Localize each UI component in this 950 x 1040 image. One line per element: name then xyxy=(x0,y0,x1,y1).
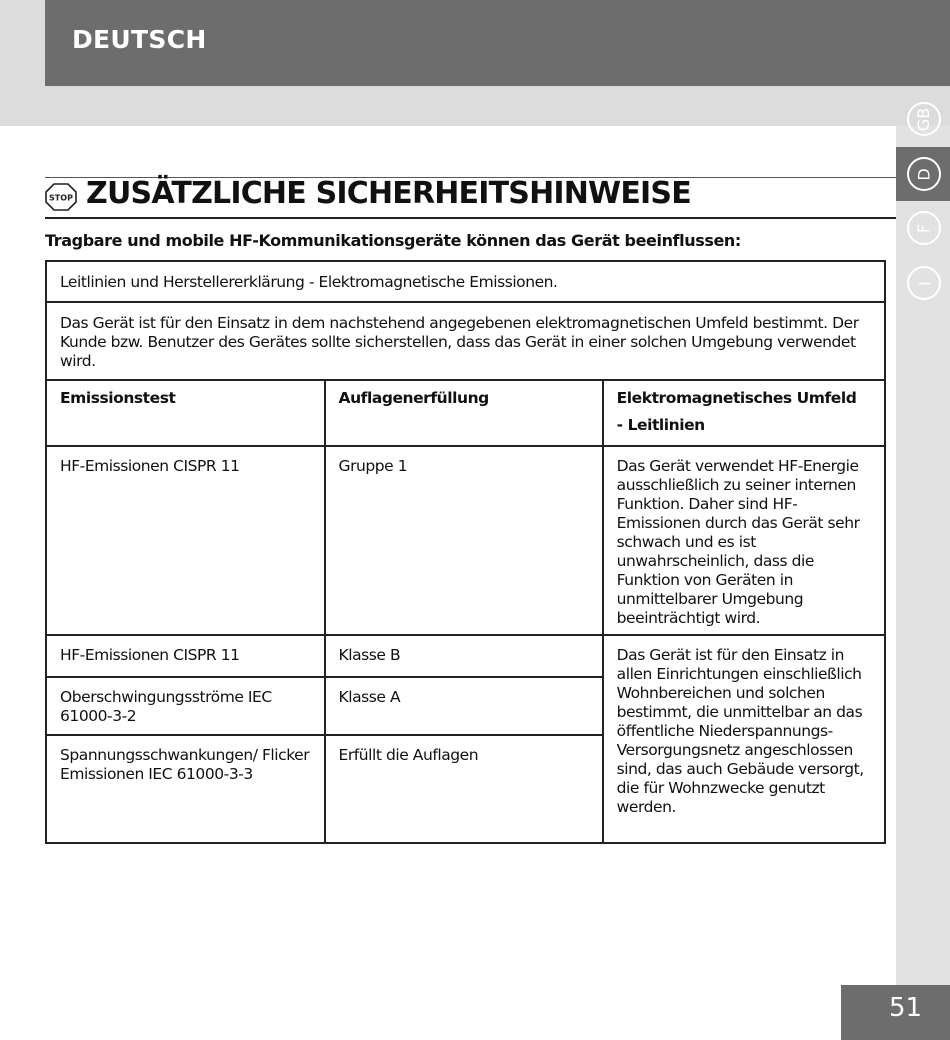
tab-d[interactable]: D xyxy=(907,157,941,191)
tab-gb[interactable]: GB xyxy=(907,102,941,136)
cell-test: HF-Emissionen CISPR 11 xyxy=(46,446,325,635)
section-title: ZUSÄTZLICHE SICHERHEITSHINWEISE xyxy=(86,176,691,211)
cell-compliance: Erfüllt die Auflagen xyxy=(325,735,603,843)
language-label: DEUTSCH xyxy=(72,25,207,54)
tab-i[interactable]: I xyxy=(907,266,941,300)
table-caption: Leitlinien und Herstellererklärung - Elektromagnetische Emissionen. xyxy=(46,261,885,302)
table-row xyxy=(46,635,885,677)
cell-test: Oberschwingungsströme IEC 61000-3-2 xyxy=(46,677,325,735)
table-intro-row xyxy=(46,302,885,380)
svg-text:STOP: STOP xyxy=(49,193,73,203)
cell-environment: Das Gerät verwendet HF-Energie ausschließlich zu seiner internen Funktion. Daher sind HF-Emissionen durch das Gerät sehr schwach und es ist unwahrscheinlich, dass die Funktion von Geräten in unmittelbarer Umgebung beeinträchtigt wird. xyxy=(603,446,885,635)
cell-environment: Das Gerät ist für den Einsatz in allen Einrichtungen einschließlich Wohnbereichen und solchen bestimmt, die unmittelbar an das öffentliche Niederspannungs-Versorgungsnetz angeschlossen sind, das auch Gebäude versorgt, die für Wohnzwecke genutzt werden. xyxy=(603,635,885,843)
table-caption-row xyxy=(46,261,885,302)
cell-compliance: Gruppe 1 xyxy=(325,446,603,635)
header-auflagenerfuellung: Auflagenerfüllung xyxy=(325,380,603,446)
table-intro: Das Gerät ist für den Einsatz in dem nachstehend angegebenen elektromagnetischen Umfeld bestimmt. Der Kunde bzw. Benutzer des Gerätes sollte sicherstellen, dass das Gerät in einer solchen Umgebung verwendet wird. xyxy=(46,302,885,380)
stop-icon xyxy=(45,183,77,211)
cell-compliance: Klasse A xyxy=(325,677,603,735)
title-rule-bottom xyxy=(45,217,896,219)
language-sidebar xyxy=(896,126,950,1040)
cell-compliance: Klasse B xyxy=(325,635,603,677)
table-row xyxy=(46,446,885,635)
tab-f[interactable]: F xyxy=(907,211,941,245)
header-umfeld: Elektromagnetisches Umfeld - Leitlinien xyxy=(603,380,885,446)
emissions-table xyxy=(45,260,886,844)
page-number: 51 xyxy=(889,993,923,1023)
header-emissionstest: Emissionstest xyxy=(46,380,325,446)
page-number-box xyxy=(841,985,950,1040)
cell-test: Spannungsschwankungen/ Flicker Emissionen IEC 61000-3-3 xyxy=(46,735,325,843)
table-header-row xyxy=(46,380,885,446)
cell-test: HF-Emissionen CISPR 11 xyxy=(46,635,325,677)
section-subtitle: Tragbare und mobile HF-Kommunikationsgeräte können das Gerät beeinflussen: xyxy=(45,231,741,250)
language-header xyxy=(45,0,950,86)
